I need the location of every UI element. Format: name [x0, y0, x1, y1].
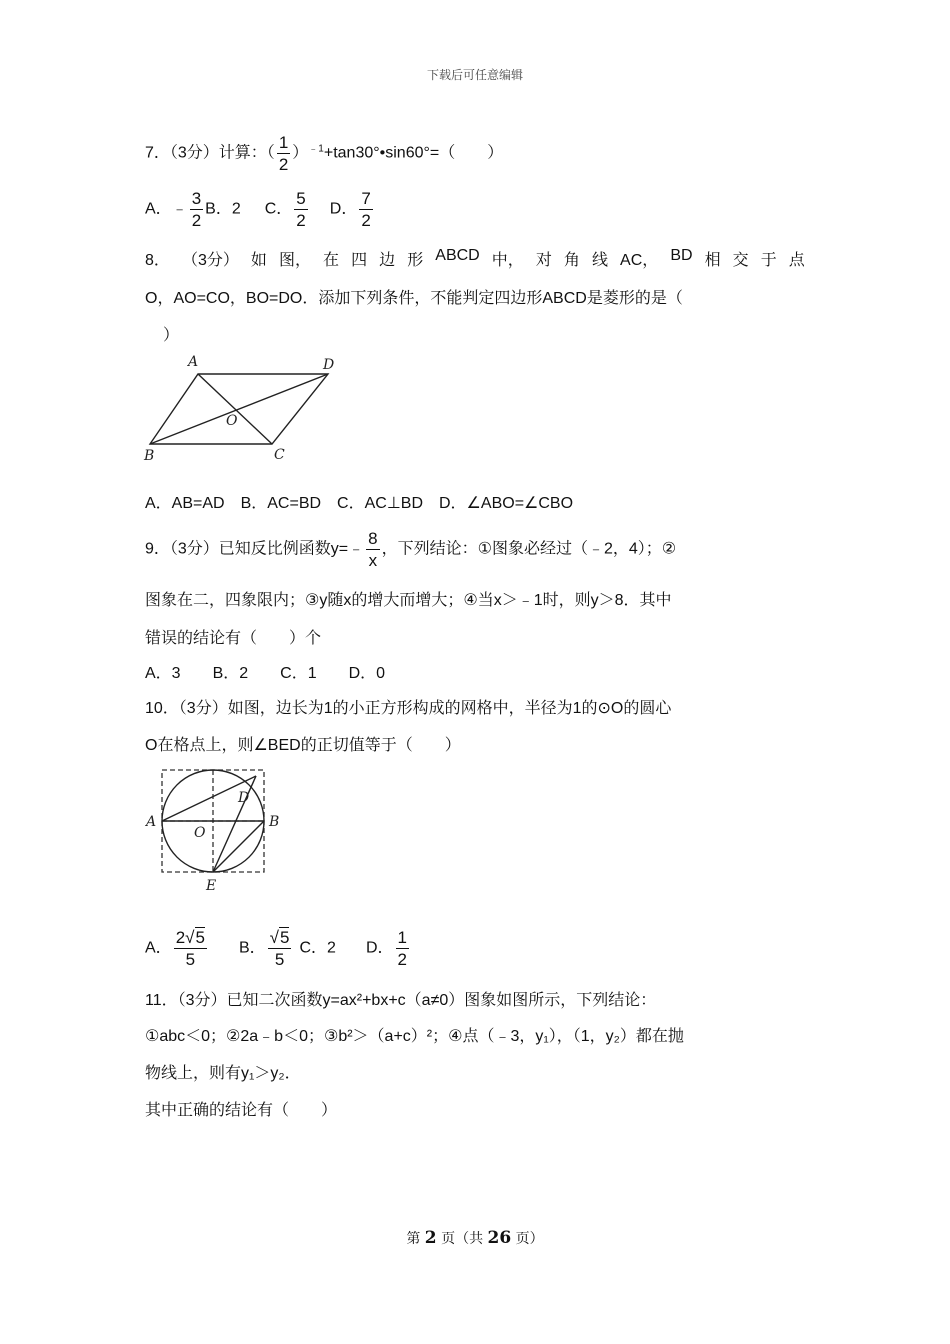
- q7-option-b: B．2: [205, 200, 241, 218]
- label-d: D: [323, 357, 335, 373]
- q10-option-b-numerator: √5: [269, 928, 290, 947]
- question-9-options: A．3 B．2 C．1 D．0: [145, 665, 386, 682]
- q7-option-c-label: C．: [264, 200, 293, 218]
- segment-eb: [213, 821, 264, 872]
- question-9-line-2: 图象在二，四象限内；③y随x的增大而增大；④当x＞﹣1时，则y＞8．其中: [145, 592, 672, 609]
- question-8-options: A．AB=AD B．AC=BD C．AC⊥BD D．∠ABO=∠CBO: [145, 495, 574, 512]
- question-9-stem: [145, 530, 676, 569]
- q9-fraction: [366, 530, 379, 569]
- circle-grid-figure: [140, 762, 290, 897]
- question-8-line-2: O，AO=CO，BO=DO．添加下列条件，不能判定四边形ABCD是菱形的是（: [145, 290, 683, 307]
- q7-exponent: ﹣1: [308, 143, 324, 155]
- q10-option-b-label: B．: [238, 939, 266, 957]
- q8-word: AC，: [620, 252, 659, 269]
- q8-word: 在: [323, 252, 340, 269]
- q7-option-a-fraction: [190, 190, 203, 229]
- q7-fraction-numerator: 1: [278, 133, 289, 152]
- q8-word: BD: [670, 247, 693, 264]
- q8-word: 于: [760, 252, 777, 269]
- q7-option-a-label: A．﹣: [145, 200, 188, 218]
- q10-option-c: C．2: [299, 939, 336, 957]
- segment-ed: [213, 776, 256, 872]
- q7-fraction: [277, 134, 290, 173]
- footer-prefix: 第: [406, 1231, 421, 1247]
- q10-option-a-numerator: 2√5: [175, 928, 205, 947]
- q8-word: 点: [788, 252, 805, 269]
- label-d: D: [238, 790, 250, 806]
- question-11-line-3: 物线上，则有y₁＞y₂．: [145, 1065, 301, 1082]
- q8-word: 中，: [491, 252, 524, 269]
- q7-option-a-denominator: 2: [191, 211, 202, 230]
- q7-close-paren: ）: [292, 144, 309, 162]
- q8-word: 四: [351, 252, 368, 269]
- question-10-line-1: 10．（3分）如图，边长为1的小正方形构成的网格中，半径为1的⊙O的圆心: [145, 700, 672, 717]
- q10-option-a-label: A．: [145, 939, 172, 957]
- q8-word: 线: [591, 252, 608, 269]
- diagonal-ac: [198, 374, 272, 444]
- q7-option-c-fraction: [294, 190, 307, 229]
- page-number: 2: [424, 1228, 437, 1248]
- q10-option-b-denominator: 5: [274, 950, 285, 969]
- q8-word: 对: [535, 252, 552, 269]
- question-7-options: [145, 190, 375, 229]
- label-b: B: [144, 448, 155, 464]
- q10-option-d-numerator: 1: [397, 928, 407, 947]
- q10-option-a-radicand: 5: [195, 928, 205, 947]
- q10-option-d-denominator: 2: [397, 950, 407, 969]
- q9-text-prefix: 9．（3分）已知反比例函数y=﹣: [145, 540, 365, 558]
- q7-option-a-numerator: 3: [191, 189, 202, 208]
- question-8-line-1: [145, 247, 805, 270]
- question-8-line-3: ）: [163, 327, 180, 344]
- label-a: A: [146, 814, 157, 830]
- question-10-line-2: O在格点上，则∠BED的正切值等于（ ）: [145, 737, 461, 754]
- q10-option-a-coefficient: 2: [175, 928, 186, 947]
- q8-word: 如: [250, 252, 267, 269]
- page-total: 26: [487, 1228, 512, 1248]
- q8-word: 角: [563, 252, 580, 269]
- q7-fraction-denominator: 2: [278, 155, 289, 174]
- q10-option-d-label: D．: [365, 939, 394, 957]
- footer-suffix: 页）: [515, 1231, 544, 1247]
- diagonal-bd: [150, 374, 328, 444]
- q7-text-prefix: 7．（3分）计算：（: [145, 144, 275, 162]
- label-b: B: [269, 814, 280, 830]
- q7-option-d-label: D．: [329, 200, 358, 218]
- q10-option-a-denominator: 5: [185, 950, 196, 969]
- q7-option-d-fraction: [359, 190, 372, 229]
- q8-word: 边: [379, 252, 396, 269]
- q10-option-d-fraction: [396, 929, 409, 968]
- page-footer: [0, 1228, 950, 1248]
- label-o: O: [194, 825, 206, 841]
- q9-fraction-numerator: 8: [368, 529, 378, 548]
- q8-word: 形: [407, 252, 424, 269]
- q8-word: ABCD: [435, 247, 480, 264]
- q7-text-suffix: +tan30°•sin60°=（ ）: [323, 144, 504, 162]
- q10-option-b-fraction: [268, 929, 292, 968]
- parallelogram-figure: [140, 350, 370, 465]
- label-e: E: [206, 878, 217, 894]
- question-10-options: [145, 929, 411, 968]
- label-c: C: [274, 447, 285, 463]
- question-11-line-4: 其中正确的结论有（ ）: [145, 1102, 338, 1119]
- question-7-stem: [145, 134, 503, 173]
- q7-option-c-denominator: 2: [296, 211, 306, 230]
- page-header: 下载后可任意编辑: [426, 68, 523, 82]
- q7-option-d-denominator: 2: [361, 211, 371, 230]
- q7-option-c-numerator: 5: [296, 189, 306, 208]
- q8-word: 8．: [145, 252, 170, 269]
- footer-middle: 页（共: [441, 1231, 484, 1247]
- q7-option-d-numerator: 7: [361, 189, 371, 208]
- question-9-line-3: 错误的结论有（ ）个: [145, 630, 322, 647]
- q10-option-b-radicand: 5: [280, 928, 290, 947]
- q8-word: （3分）: [181, 252, 239, 269]
- q9-fraction-denominator: x: [368, 551, 378, 570]
- question-11-line-2: ①abc＜0；②2a﹣b＜0；③b²＞（a+c）²；④点（﹣3，y₁），（1，y₂）都在抛: [145, 1028, 684, 1045]
- q8-word: 相: [704, 252, 721, 269]
- question-11-line-1: 11．（3分）已知二次函数y=ax²+bx+c（a≠0）图象如图所示，下列结论：: [145, 992, 657, 1009]
- label-o: O: [226, 413, 238, 429]
- q9-text-suffix: ，下列结论：①图象必经过（﹣2，4）；②: [381, 540, 677, 558]
- q8-word: 图，: [278, 252, 311, 269]
- q8-word: 交: [732, 252, 749, 269]
- label-a: A: [188, 354, 199, 370]
- q10-option-a-fraction: [174, 929, 207, 968]
